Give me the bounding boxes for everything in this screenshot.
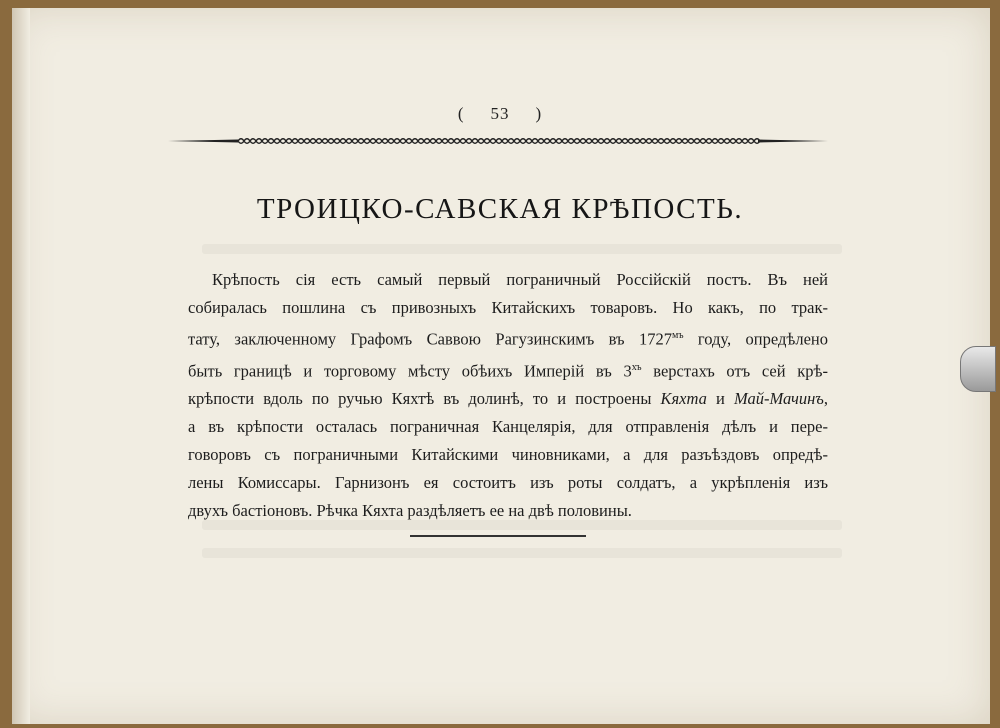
bleed-through-text [202, 548, 842, 558]
ornamental-divider [168, 134, 828, 148]
text-line: собиралась пошлина съ привозныхъ Китайскихъ товаровъ. Но какъ, по трак- [188, 298, 828, 317]
text-line: а въ крѣпости осталась пограничная Канцелярія, для отправленія дѣлъ и пере- [188, 417, 828, 436]
bleed-through-text [202, 244, 842, 254]
page-title: ТРОИЦКО-САВСКАЯ КРѢПОСТЬ. [256, 193, 744, 225]
page-number: ( 53 ) [457, 104, 543, 123]
text-line: говоровъ съ пограничными Китайскими чиновниками, а для разъѣздовъ опредѣ- [188, 445, 828, 464]
body-paragraph [188, 266, 828, 525]
page-tab-marker[interactable] [960, 346, 996, 392]
text-line: быть границѣ и торговому мѣсту обѣихъ Имперій въ $3^{хъ}$ верстахъ отъ сей крѣ- [188, 361, 829, 380]
text-line: крѣпости вдоль по ручью Кяхтѣ въ долинѣ, то и построены Кяхта и Май-Мачинъ, [188, 389, 828, 408]
text-line: лены Комиссары. Гарнизонъ ея состоитъ изъ роты солдатъ, а укрѣпленія изъ [188, 473, 828, 492]
text-line: тату, заключенному Графомъ Саввою Рагузинскимъ въ $1727^{мъ}$ году, опредѣлено [188, 329, 828, 349]
text-line: Крѣпость сія есть самый первый пограничный Россійскій постъ. Въ ней [212, 270, 828, 289]
closing-rule [410, 535, 586, 537]
text-line: двухъ бастіоновъ. Рѣчка Кяхта раздѣляетъ ее на двѣ половины. [188, 501, 632, 520]
